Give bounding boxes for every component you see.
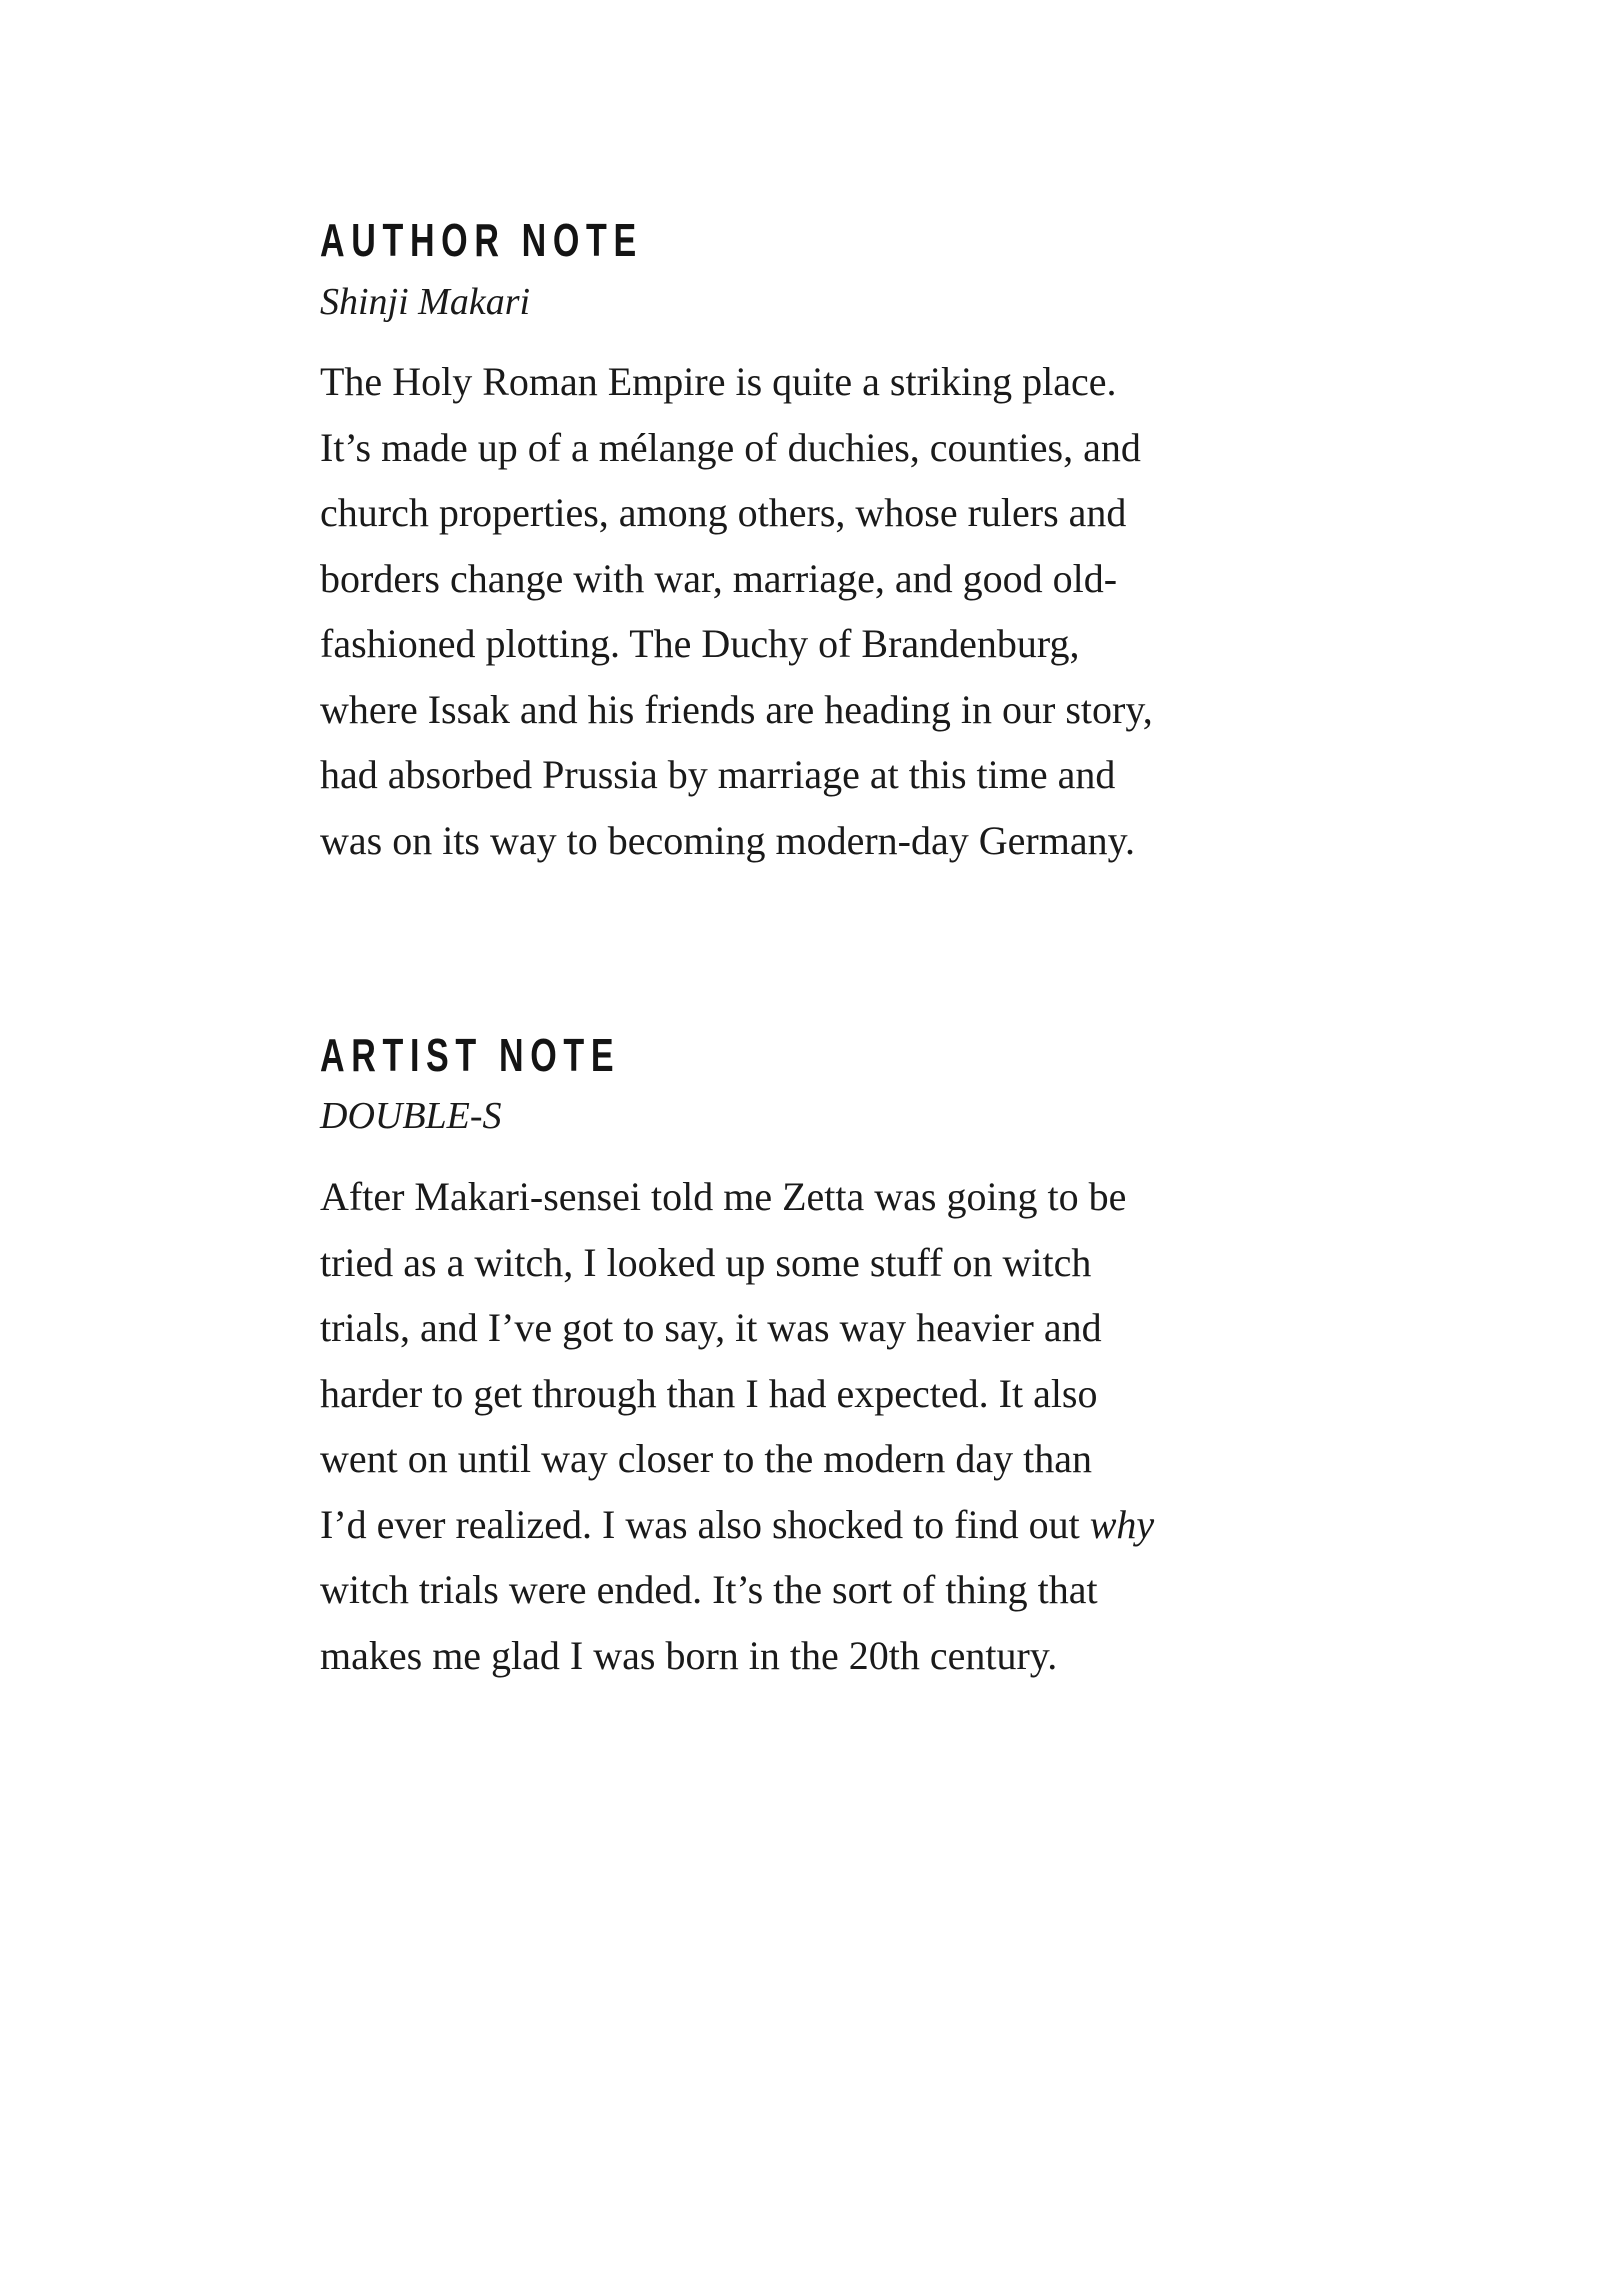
text-line: where Issak and his friends are heading in our story,: [320, 686, 1153, 732]
text-line: [320, 1492, 1154, 1558]
emphasized-word: why: [1089, 1501, 1155, 1547]
text-line: borders change with war, marriage, and good old-: [320, 555, 1118, 601]
text-line: makes me glad I was born in the 20th century.: [320, 1632, 1058, 1678]
author-note-body: [320, 349, 1153, 873]
artist-note-heading: ARTIST NOTE: [320, 1029, 621, 1081]
text-line: was on its way to becoming modern-day Germany.: [320, 817, 1135, 863]
text-line: church properties, among others, whose rulers and: [320, 490, 1127, 535]
text-line: It’s made up of a mélange of duchies, counties, and: [320, 424, 1141, 470]
text-line: witch trials were ended. It’s the sort of thing that: [320, 1567, 1098, 1612]
text-line: The Holy Roman Empire is quite a striking place.: [320, 359, 1117, 404]
text-line: fashioned plotting. The Duchy of Brandenburg,: [320, 621, 1080, 666]
text-line: trials, and I’ve got to say, it was way heavier and: [320, 1305, 1102, 1350]
author-name: Shinji Makari: [320, 281, 531, 323]
text-line: went on until way closer to the modern day than: [320, 1436, 1093, 1481]
author-note-heading: AUTHOR NOTE: [320, 214, 643, 266]
text-segment: I’d ever realized. I was also shocked to find out: [320, 1501, 1090, 1547]
artist-note-body: [320, 1164, 1154, 1688]
text-line: had absorbed Prussia by marriage at this time and: [320, 752, 1116, 797]
text-line: harder to get through than I had expected. It also: [320, 1370, 1098, 1416]
artist-name: DOUBLE-S: [320, 1095, 502, 1137]
text-line: After Makari-sensei told me Zetta was going to be: [320, 1174, 1127, 1219]
text-line: tried as a witch, I looked up some stuff on witch: [320, 1239, 1092, 1285]
